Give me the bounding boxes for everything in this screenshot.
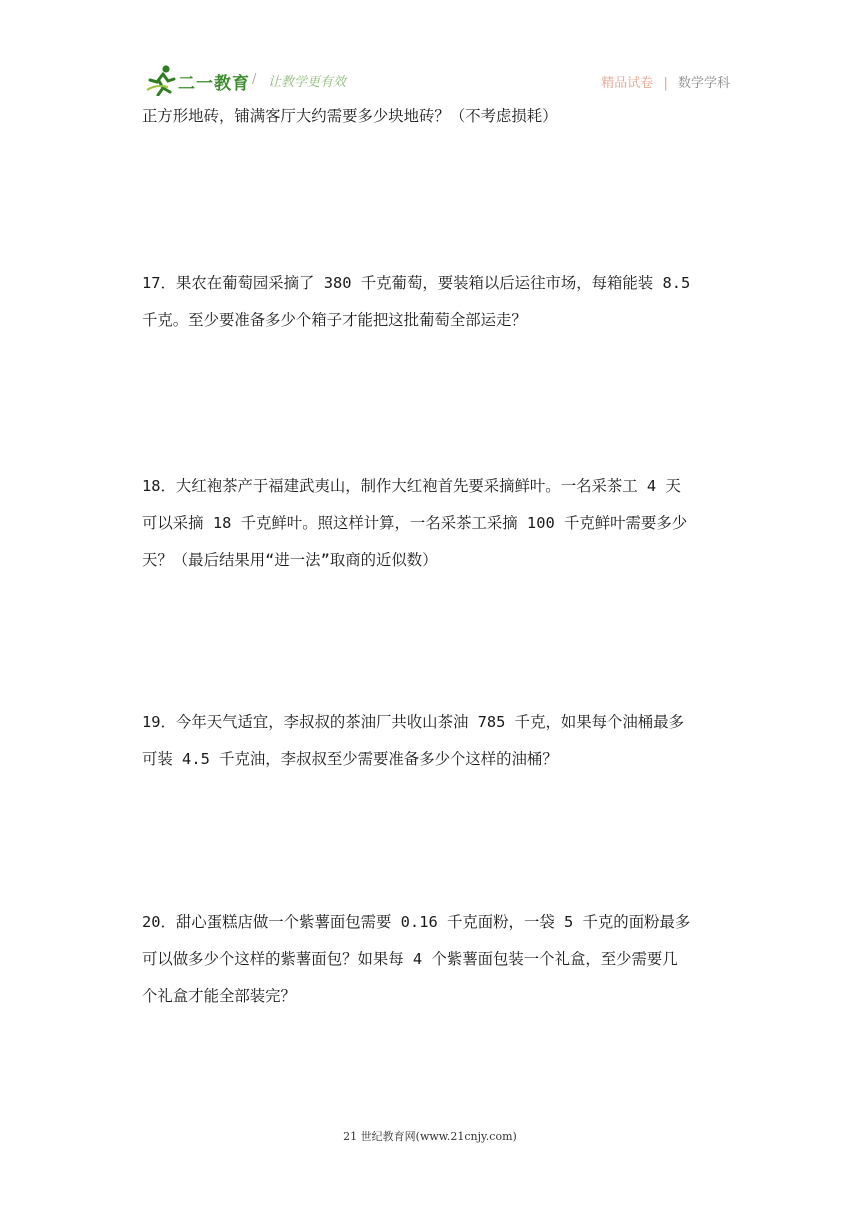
question-line: 天？（最后结果用“进一法”取商的近似数） bbox=[142, 551, 438, 569]
page-header bbox=[140, 62, 732, 98]
page-footer: 21 世纪教育网(www.21cnjy.com) bbox=[343, 1130, 517, 1143]
question-line: 可装 4.5 千克油，李叔叔至少需要准备多少个这样的油桶？ bbox=[142, 750, 558, 768]
slogan: 让教学更有效 bbox=[268, 75, 347, 90]
question-16-continuation bbox=[142, 98, 742, 135]
header-tags bbox=[601, 72, 730, 91]
question-line: 18．大红袍茶产于福建武夷山，制作大红袍首先要采摘鲜叶。一名采茶工 4 天 bbox=[142, 477, 681, 495]
question-19 bbox=[142, 704, 742, 778]
question-line: 可以采摘 18 千克鲜叶。照这样计算，一名采茶工采摘 100 千克鲜叶需要多少 bbox=[142, 514, 688, 532]
logo-text: 二一教育 bbox=[178, 74, 250, 94]
question-18 bbox=[142, 468, 742, 579]
question-20 bbox=[142, 904, 742, 1015]
question-line: 19．今年天气适宜，李叔叔的茶油厂共收山茶油 785 千克，如果每个油桶最多 bbox=[142, 713, 684, 731]
slogan-separator: / bbox=[252, 72, 257, 87]
question-line: 正方形地砖，铺满客厅大约需要多少块地砖？（不考虑损耗） bbox=[142, 107, 558, 125]
question-line: 20．甜心蛋糕店做一个紫薯面包需要 0.16 千克面粉，一袋 5 千克的面粉最多 bbox=[142, 913, 691, 931]
question-line: 可以做多少个这样的紫薯面包？如果每 4 个紫薯面包装一个礼盒，至少需要几 bbox=[142, 950, 678, 968]
question-17 bbox=[142, 265, 742, 339]
subject-tag: 数学学科 bbox=[677, 76, 730, 91]
question-line: 千克。至少要准备多少个箱子才能把这批葡萄全部运走？ bbox=[142, 311, 527, 329]
tag-divider: | bbox=[663, 76, 668, 91]
question-line: 个礼盒才能全部装完？ bbox=[142, 987, 296, 1005]
running-person-logo-icon bbox=[146, 64, 176, 96]
question-line: 17．果农在葡萄园采摘了 380 千克葡萄，要装箱以后运往市场，每箱能装 8.5 bbox=[142, 274, 691, 292]
premium-tag: 精品试卷 bbox=[601, 76, 654, 91]
